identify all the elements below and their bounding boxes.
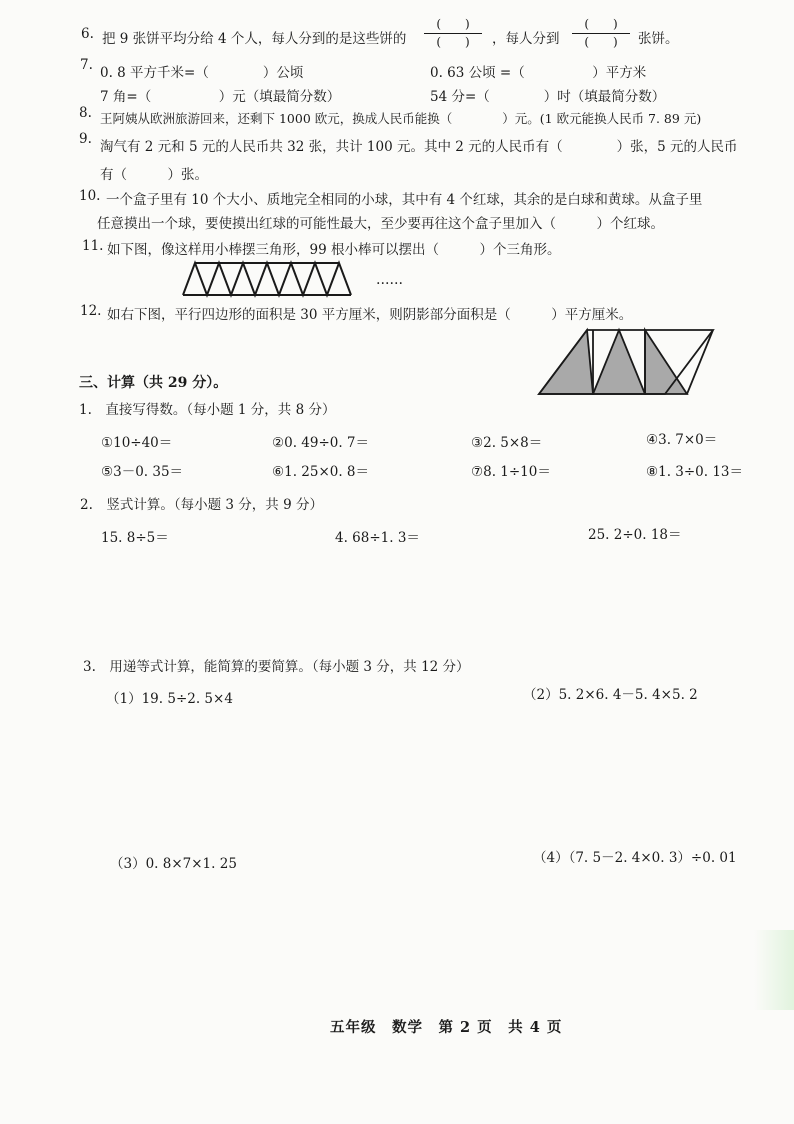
q9-line2: 有（ ）张。 [100,167,208,183]
q6-fraction-2 [572,17,630,50]
q7-line2-left: 7 角=（ ）元（填最简分数） [100,89,341,105]
q7-line1-right: 0. 63 公顷 =（ ）平方米 [430,65,647,81]
q11-text: 如下图，像这样用小棒摆三角形，99 根小棒可以摆出（ ）个三角形。 [107,242,561,258]
q7-line1-left: 0. 8 平方千米=（ ）公顷 [100,65,304,81]
q10-line2: 任意摸出一个球，要使摸出红球的可能性最大，至少要再往这个盒子里加入（ ）个红球。 [97,216,664,232]
part-3-title: 3. 用递等式计算，能简算的要简算。（每小题 3 分，共 12 分） [83,659,470,675]
q6-text-c: 张饼。 [638,31,679,47]
part-2-title: 2. 竖式计算。（每小题 3 分，共 9 分） [80,497,323,513]
q6-fraction-1 [424,17,482,50]
q12-number: 12. [80,303,102,319]
mental-math-8: ⑧1. 3÷0. 13＝ [646,464,744,480]
stick-zigzag [183,263,351,295]
q12-text: 如右下图，平行四边形的面积是 30 平方厘米，则阴影部分面积是（ ）平方厘米。 [107,307,633,323]
q8-number: 8. [79,105,92,121]
q11-dots: …… [376,272,403,288]
q7-number: 7. [80,57,93,73]
mental-math-1: ①10÷40＝ [101,435,173,451]
shaded-triangle-2 [593,330,645,394]
q6-fraction-2-denominator: ( ) [584,35,618,49]
stepwise-calc-3: （3）0. 8×7×1. 25 [110,856,237,872]
q7-line2-right: 54 分=（ ）吋（填最简分数） [430,89,666,105]
mental-math-4: ④3. 7×0＝ [646,432,718,448]
stepwise-calc-1: （1）19. 5÷2. 5×4 [106,691,233,707]
column-calc-3: 25. 2÷0. 18＝ [588,527,682,543]
q11-number: 11. [82,238,104,254]
q8-text: 王阿姨从欧洲旅游回来，还剩下 1000 欧元，换成人民币能换（ ）元。(1 欧元能换人民币 7. 89 元) [100,111,702,126]
shaded-triangle-3 [645,330,687,394]
q6-fraction-1-denominator: ( ) [436,35,470,49]
mental-math-3: ③2. 5×8＝ [471,435,543,451]
column-calc-1: 15. 8÷5＝ [101,530,169,546]
mental-math-7: ⑦8. 1÷10＝ [471,464,551,480]
q6-fraction-2-numerator: ( ) [584,17,618,31]
stepwise-calc-2: （2）5. 2×6. 4－5. 4×5. 2 [523,687,698,703]
q9-line1: 淘气有 2 元和 5 元的人民币共 32 张，共计 100 元。其中 2 元的人民币有（ ）张，5 元的人民币 [100,139,738,155]
q10-number: 10. [79,188,101,204]
mental-math-2: ②0. 49÷0. 7＝ [272,435,370,451]
stick-triangles-figure [180,258,380,300]
column-calc-2: 4. 68÷1. 3＝ [335,530,420,546]
q9-number: 9. [79,131,92,147]
mental-math-5: ⑤3－0. 35＝ [101,464,184,480]
mental-math-6: ⑥1. 25×0. 8＝ [272,464,370,480]
parallelogram-figure [535,326,717,398]
q6-text-a: 把 9 张饼平均分给 4 个人，每人分到的是这些饼的 [102,31,407,47]
page-footer: 五年级 数学 第 2 页 共 4 页 [330,1019,563,1036]
q6-number: 6. [81,26,94,42]
part-1-title: 1. 直接写得数。（每小题 1 分，共 8 分） [79,402,336,418]
paper-tint [754,930,794,1010]
section-3-title: 三、计算（共 29 分）。 [79,375,228,391]
q6-fraction-1-numerator: ( ) [436,17,470,31]
q10-line1: 一个盒子里有 10 个大小、质地完全相同的小球，其中有 4 个红球，其余的是白球和黄球。从盒子里 [106,192,703,208]
q6-text-b: ，每人分到 [492,31,560,47]
inner-edge [687,330,713,394]
stepwise-calc-4: （4）（7. 5－2. 4×0. 3）÷0. 01 [533,850,737,866]
